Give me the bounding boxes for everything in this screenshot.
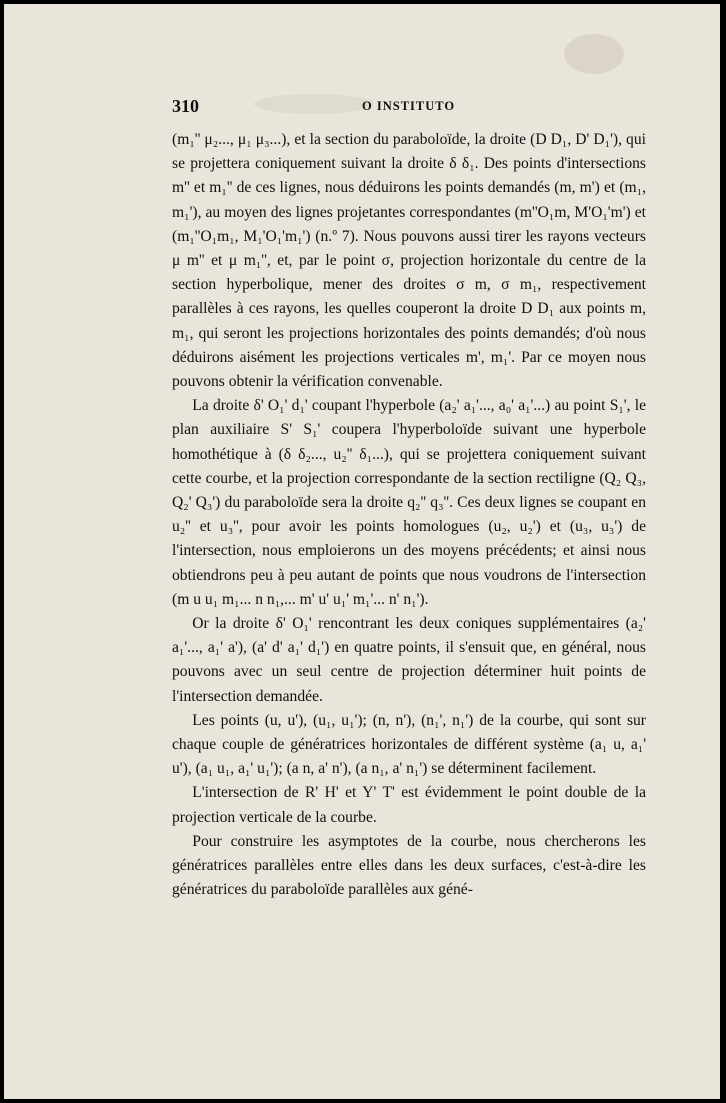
page-number: 310 bbox=[172, 96, 199, 116]
book-page bbox=[4, 4, 720, 1099]
paragraph-5: L'intersection de R' H' et Y' T' est évidemment le point double de la projection verticale de la courbe. bbox=[172, 784, 646, 826]
running-title: O INSTITUTO bbox=[362, 99, 456, 113]
paper-stain bbox=[564, 34, 624, 74]
paragraph-3: Or la droite δ' O₁' rencontrant les deux coniques supplémentaires (a₂' a₁'..., a₁' a'), (a' d' a₁' d₁') en quatre points, il s'ensuit que, en général, nous pouvons avec un seul centre de projection déterminer huit points de l'intersection demandée. bbox=[172, 615, 646, 705]
body-text bbox=[172, 128, 646, 903]
paragraph-2: La droite δ' O₁' d₁' coupant l'hyperbole (a₂' a₁'..., a₀' a₁'...) au point S₁', le plan auxiliaire S' S₁' coupera l'hyperboloïde suivant une hyperbole homothétique à (δ δ₂..., u₂'' δ₁...), qui se projettera coniquement suivant cette courbe, et la projection correspondante de la section rectiligne (Q₂ Q₃, Q₂' Q₃') du paraboloïde sera la droite q₂'' q₃''. Ces deux lignes se coupant en u₂'' et u₃'', pour avoir les points homologues (u₂, u₂') et (u₃, u₃') de l'intersection, nous emploierons un des moyens précédents; et ainsi nous obtiendrons peu à peu autant de points que nous voudrons de l'intersection (m u u₁ m₁... n n₁,... m' u' u₁' m₁'... n' n₁'). bbox=[172, 397, 646, 608]
paragraph-4: Les points (u, u'), (u₁, u₁'); (n, n'), (n₁', n₁') de la courbe, qui sont sur chaque couple de génératrices horizontales de différent système (a₁ u, a₁' u'), (a₁ u₁, a₁' u₁'); (a n, a' n'), (a n₁, a' n₁') se déterminent facilement. bbox=[172, 711, 646, 778]
page-header bbox=[172, 96, 646, 116]
paragraph-6: Pour construire les asymptotes de la courbe, nous chercherons les génératrices parallèles entre elles dans les deux surfaces, c'est-à-dire les génératrices du paraboloïde parallèles aux géné- bbox=[172, 832, 646, 899]
paragraph-1: (m₁'' μ₂..., μ₁ μ₃...), et la section du paraboloïde, la droite (D D₁, D' D₁'), qui se projettera coniquement suivant la droite δ δ₁. Des points d'intersections m'' et m₁'' de ces lignes, nous déduirons les points demandés (m, m') et (m₁, m₁'), au moyen des lignes projetantes correspondantes (m''O₁m, M'O₁'m') et (m₁''O₁m₁, M₁'O₁'m₁') (n.º 7). Nous pouvons aussi tirer les rayons vecteurs μ m'' et μ m₁'', et, par le point σ, projection horizontale du centre de la section hyperbolique, mener des droites σ m, σ m₁, respectivement parallèles à ces rayons, les quelles couperont la droite D D₁ aux points m, m₁, qui seront les projections horizontales des points demandés; d'où nous déduirons aisément les projections verticales m', m₁'. Par ce moyen nous pouvons obtenir la vérification convenable. bbox=[172, 131, 646, 391]
